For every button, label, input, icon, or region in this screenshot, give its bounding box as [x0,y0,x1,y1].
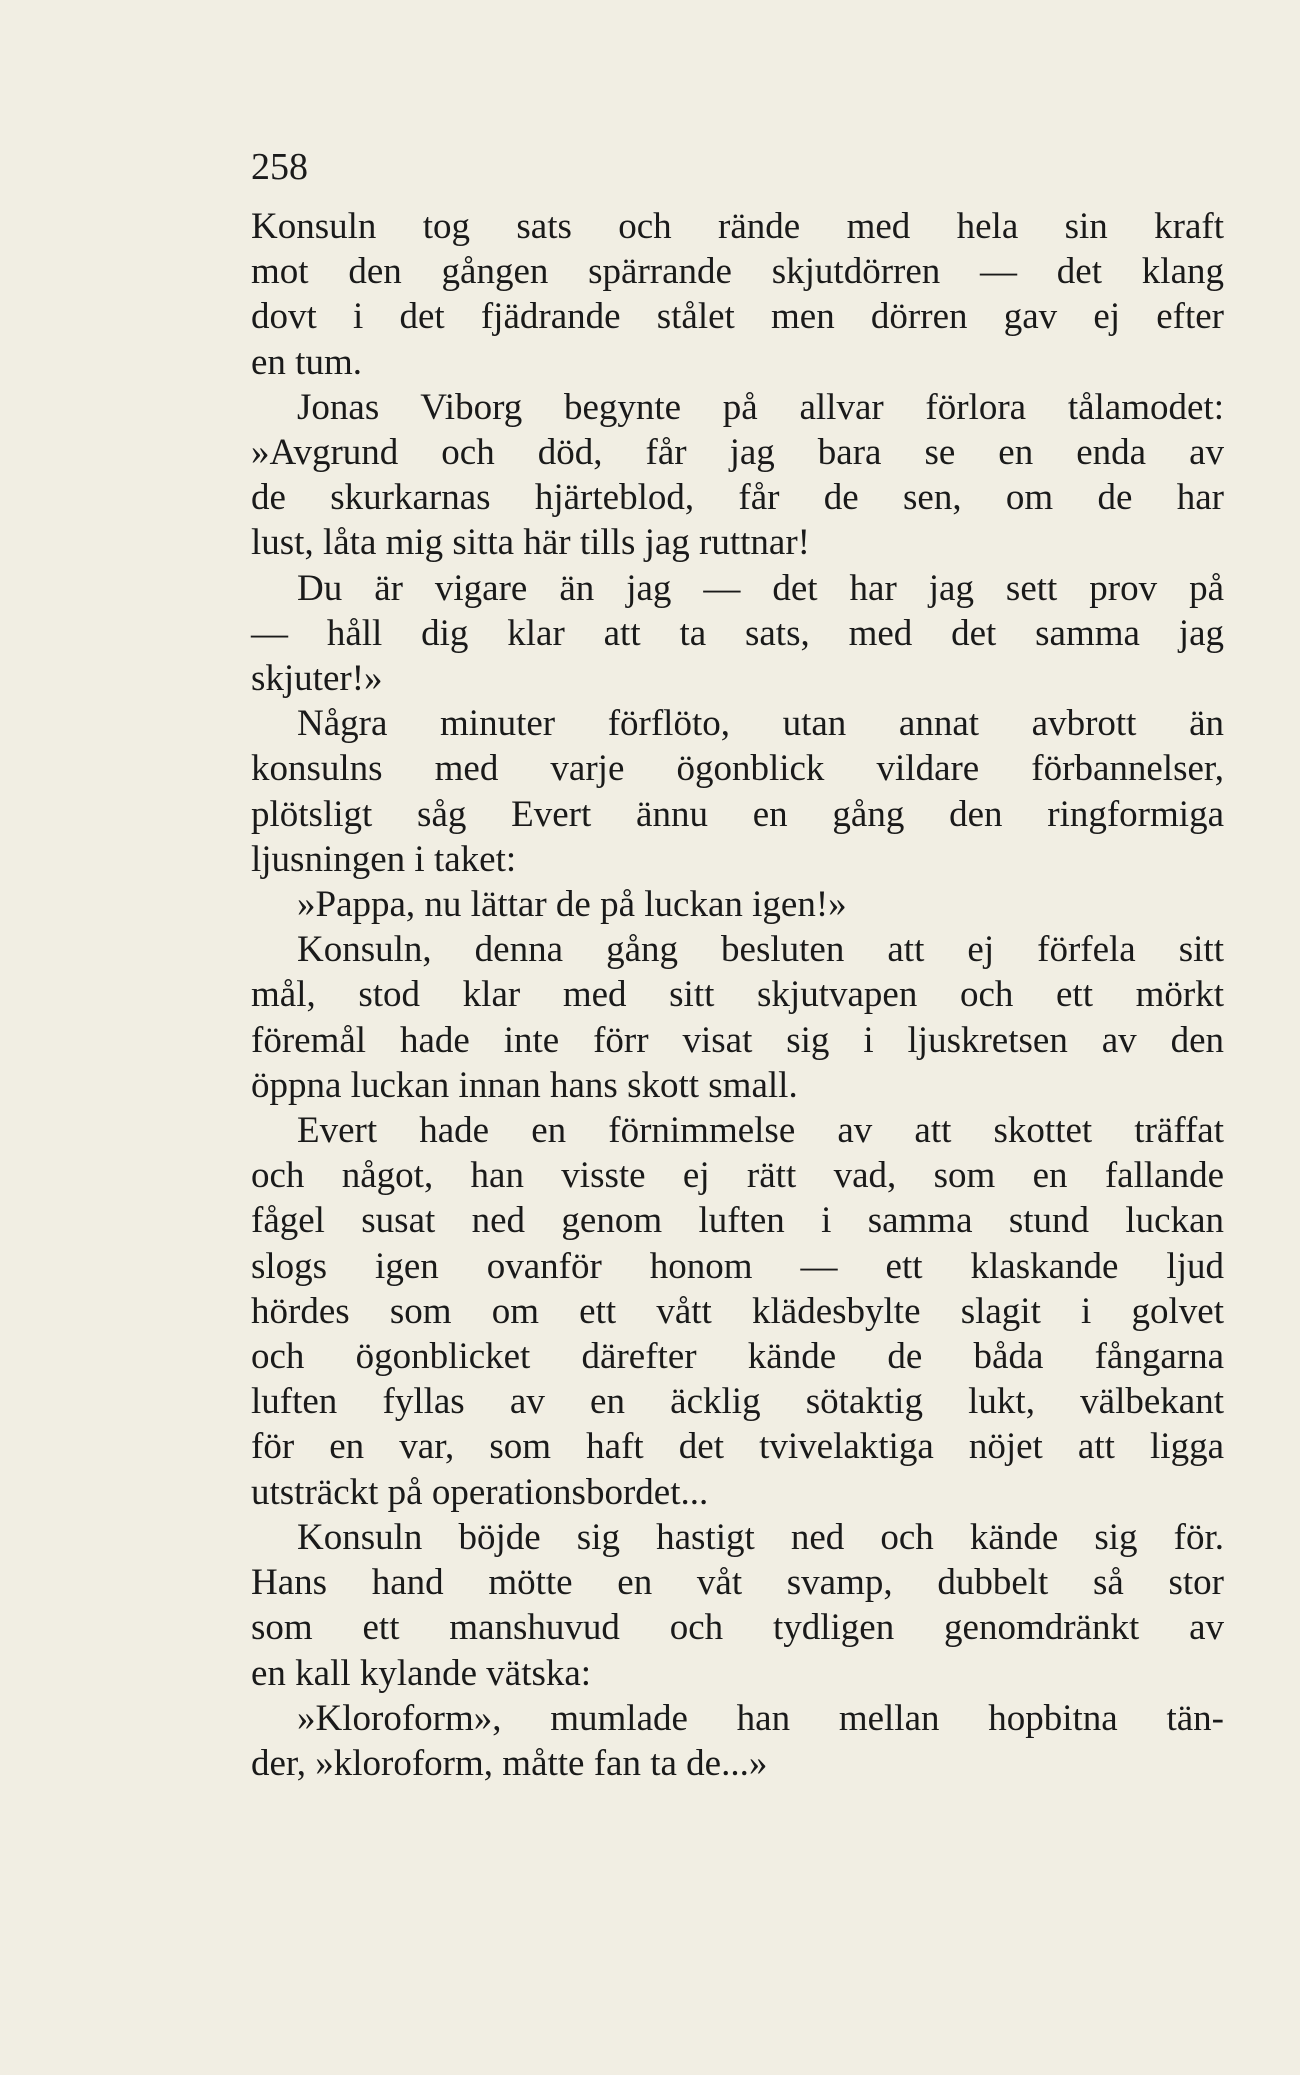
text-line: hördes som om ett vått klädesbylte slagit i golvet [251,1290,1224,1332]
text-line: Några minuter förflöto, utan annat avbrott än [297,703,1224,745]
text-line: mål, stod klar med sitt skjutvapen och ett mörkt [251,974,1224,1016]
paragraph [251,927,1224,1108]
text-line: en tum. [251,341,362,383]
text-line: der, »kloroform, måtte fan ta de...» [251,1742,768,1784]
paragraph [251,204,1224,385]
text-line: för en var, som haft det tvivelaktiga nöjet att ligga [251,1426,1224,1468]
text-line: Konsuln, denna gång besluten att ej förfela sitt [297,929,1224,971]
text-line: de skurkarnas hjärteblod, får de sen, om de har [251,477,1224,519]
paragraph [251,1515,1224,1696]
text-line: och ögonblicket därefter kände de båda fångarna [251,1336,1224,1378]
text-line: luften fyllas av en äcklig sötaktig lukt, välbekant [251,1381,1224,1423]
text-line: en kall kylande vätska: [251,1652,592,1694]
text-line: och något, han visste ej rätt vad, som en fallande [251,1155,1224,1197]
text-line: som ett manshuvud och tydligen genomdränkt av [251,1607,1224,1649]
text-line: lust, låta mig sitta här tills jag ruttnar! [251,522,810,564]
text-line: fågel susat ned genom luften i samma stund luckan [251,1200,1224,1242]
paragraph [251,1108,1224,1515]
text-line: öppna luckan innan hans skott small. [251,1064,798,1106]
text-line: »Kloroform», mumlade han mellan hopbitna tän- [297,1697,1224,1739]
text-line: utsträckt på operationsbordet... [251,1471,709,1513]
text-line: Jonas Viborg begynte på allvar förlora tålamodet: [297,386,1224,428]
text-line: skjuter!» [251,658,383,700]
paragraph [251,701,1224,882]
text-line: konsulns med varje ögonblick vildare förbannelser, [251,748,1224,790]
text-line: ljusningen i taket: [251,838,517,880]
paragraph [251,882,1224,927]
text-line: »Avgrund och död, får jag bara se en enda av [251,432,1224,474]
text-line: Hans hand mötte en våt svamp, dubbelt så stor [251,1562,1224,1604]
text-line: — håll dig klar att ta sats, med det samma jag [251,612,1224,654]
paragraph [251,1696,1224,1786]
page-number: 258 [251,146,308,188]
text-line: slogs igen ovanför honom — ett klaskande ljud [251,1245,1224,1287]
text-line: plötsligt såg Evert ännu en gång den ringformiga [251,793,1224,835]
paragraph [251,385,1224,566]
text-line: Konsuln tog sats och rände med hela sin kraft [251,206,1224,247]
text-line: dovt i det fjädrande stålet men dörren gav ej efter [251,296,1224,338]
text-line: Du är vigare än jag — det har jag sett prov på [297,567,1224,609]
text-line: föremål hade inte förr visat sig i ljuskretsen av den [251,1019,1224,1061]
paragraph [251,566,1224,702]
text-line: Konsuln böjde sig hastigt ned och kände sig för. [297,1516,1224,1558]
body-text [251,204,1224,1786]
text-line: »Pappa, nu lättar de på luckan igen!» [297,884,847,926]
text-line: Evert hade en förnimmelse av att skottet träffat [297,1110,1224,1152]
text-line: mot den gången spärrande skjutdörren — det klang [251,251,1224,293]
